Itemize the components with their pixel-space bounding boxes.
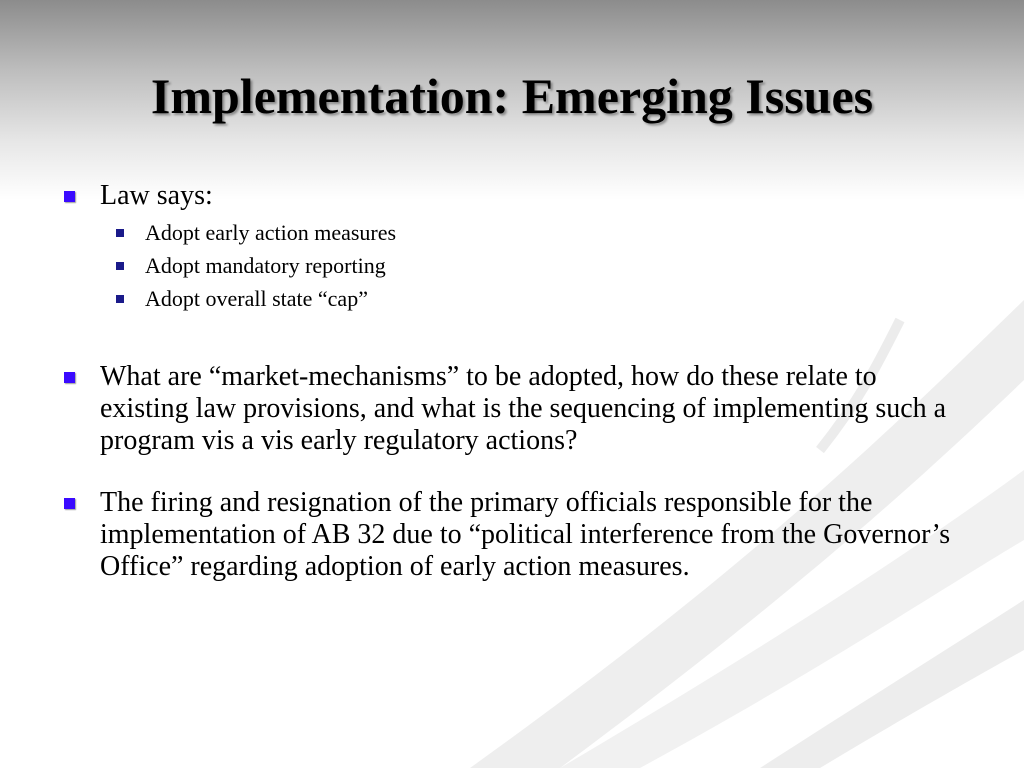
square-bullet-icon	[64, 372, 75, 383]
sub-bullet-text: Adopt early action measures	[145, 220, 397, 245]
sub-bullet-text: Adopt mandatory reporting	[145, 253, 386, 278]
sub-bullet-item	[60, 216, 960, 249]
sub-bullet-text: Adopt overall state “cap”	[145, 286, 368, 311]
square-bullet-icon	[64, 191, 75, 202]
square-bullet-icon	[116, 295, 124, 303]
sub-bullet-list	[60, 216, 960, 315]
slide-title: Implementation: Emerging Issues	[150, 68, 874, 124]
sub-bullet-item	[60, 282, 960, 315]
square-bullet-icon	[116, 229, 124, 237]
bullet-text: Law says:	[100, 180, 213, 211]
bullet-firing-resignation	[60, 487, 960, 583]
bullet-text: What are “market-mechanisms” to be adopted, how do these relate to existing law provisions, and what is the sequencing of implementing such a program vis a vis early regulatory actions?	[100, 361, 947, 456]
square-bullet-icon	[116, 262, 124, 270]
sub-bullet-item	[60, 249, 960, 282]
bullet-market-mechanisms	[60, 361, 960, 457]
slide-content	[60, 180, 960, 613]
bullet-text: The firing and resignation of the primary officials responsible for the implementation of AB 32 due to “political interference from the Governor’s Office” regarding adoption of early action measures.	[100, 487, 951, 582]
bullet-law-says	[60, 180, 960, 212]
square-bullet-icon	[64, 498, 75, 509]
